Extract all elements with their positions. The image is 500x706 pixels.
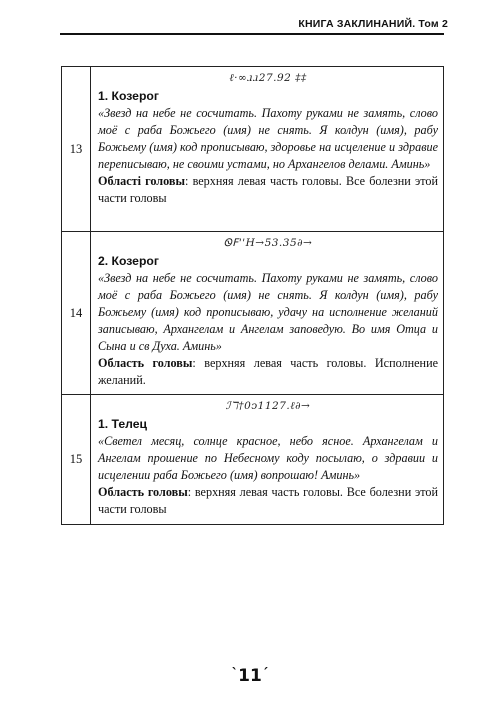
table-row [62,395,444,525]
zodiac-heading: 1. Телец [98,417,148,431]
spells-table [61,66,444,525]
row-number: 15 [62,395,91,525]
page-number [0,666,500,686]
page-number-value: 11 [238,666,262,686]
head-area [98,173,438,207]
head-area-label: Область головы [98,356,193,370]
table-row [62,67,444,232]
spell-text: «Звезд на небе не сосчитать. Пахоту руками не замять, слово моё с раба Божьего (имя) не снять. Я колдун (имя), рабу Божьему (имя) код прописываю, удачу на исполнение желаний записываю, Архангелам и Ангелам заповедую. Во имя Отца и Сына и св Духа. Аминь» [98,271,438,353]
running-header-title: КНИГА ЗАКЛИНАНИЙ. Том 2 [298,18,448,30]
head-area-label: Область головы [98,485,188,499]
row-content [91,67,444,232]
spell-text: «Звезд на небе не сосчитать. Пахоту руками не замять, слово моё с раба Божьего (имя) не снять. Я колдун (имя), рабу Божьему (имя) код прописываю, здоровье на исцеление и здравие переписываю, не своими устами, но Архангелов делами. Аминь» [98,106,438,171]
page-number-ornament-right: ˊ [261,667,269,682]
code-formula: ᏫꓝꞌꞌH→53.35∂→ [223,237,313,249]
head-area-text: : верхняя левая часть головы. Исполнение желаний. [98,356,438,387]
zodiac-heading: 1. Козерог [98,89,159,103]
head-area-text: : верхняя левая часть головы. Все болезни этой части головы [98,174,438,205]
row-number: 14 [62,232,91,395]
page-number-ornament-left: ˋ [231,667,239,682]
head-area [98,355,438,389]
code-formula: ℓ·∞ɹɹ27.92 ‡‡ [229,72,307,84]
row-content [91,232,444,395]
header-rule [60,33,444,35]
spell-text: «Светел месяц, солнце красное, небо ясное. Архангелам и Ангелам прошение по Небесному коду посылаю, о здравии и исцелении раба Божьего (имя) вопрошаю! Аминь» [98,434,438,482]
row-content [91,395,444,525]
zodiac-heading: 2. Козерог [98,254,159,268]
head-area [98,484,438,518]
head-area-label: Області головы [98,174,186,188]
code-formula: ℐℸ†0ↄ1127.ℓ∂→ [225,400,311,412]
row-number: 13 [62,67,91,232]
table-row [62,232,444,395]
head-area-text: : верхняя левая часть головы. Все болезни этой части головы [98,485,439,516]
